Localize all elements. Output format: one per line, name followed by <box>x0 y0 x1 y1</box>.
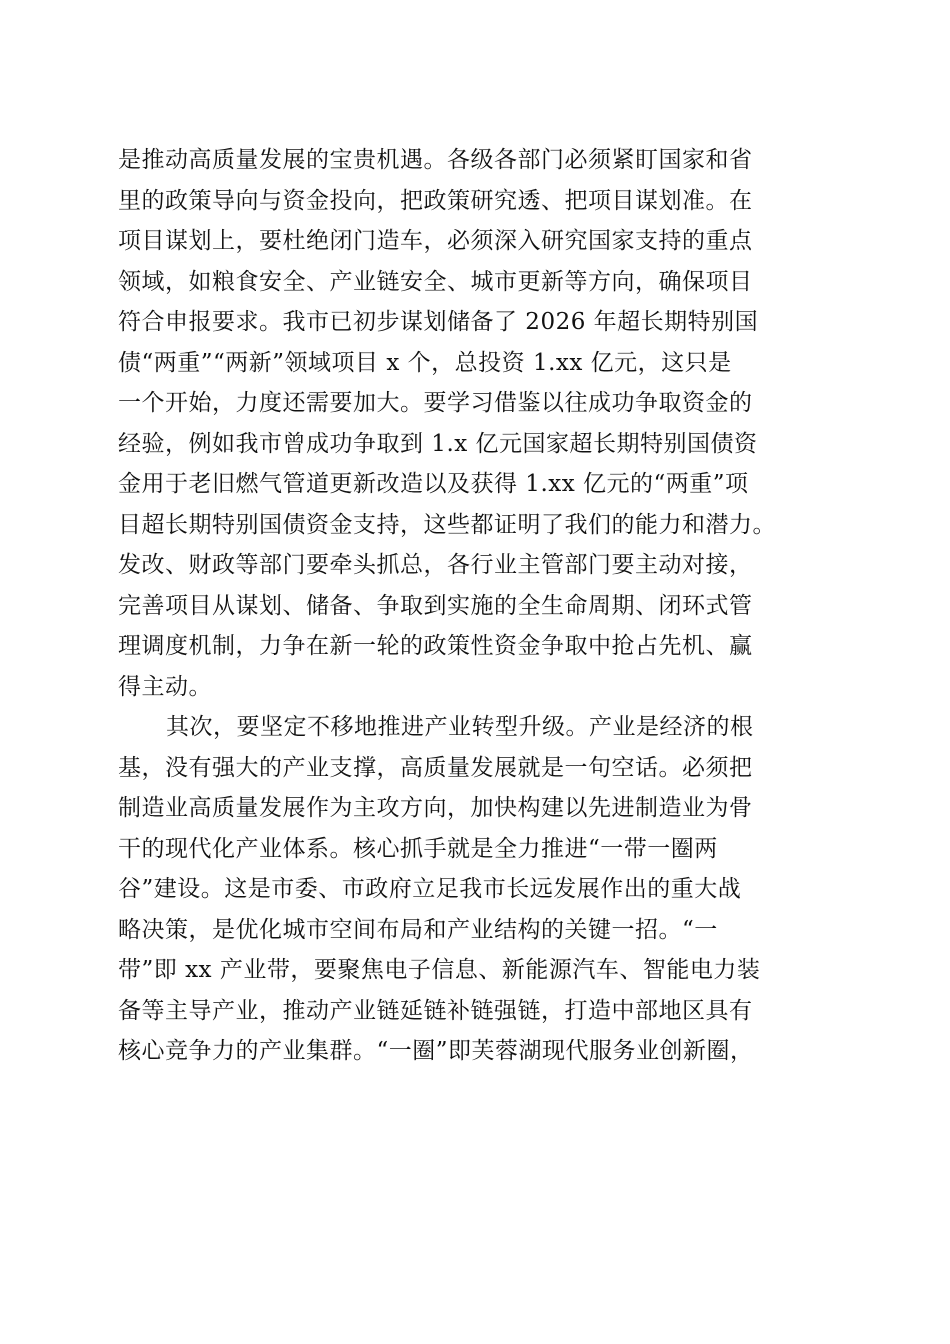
text-line: 制造业高质量发展作为主攻方向，加快构建以先进制造业为骨 <box>118 795 753 821</box>
text-line: 理调度机制，力争在新一轮的政策性资金争取中抢占先机、赢 <box>118 633 753 659</box>
text-line: 金用于老旧燃气管道更新改造以及获得 1.xx 亿元的“两重”项 <box>118 471 749 497</box>
text-line: 备等主导产业，推动产业链延链补链强链，打造中部地区具有 <box>118 997 753 1024</box>
text-line: 带”即 xx 产业带，要聚焦电子信息、新能源汽车、智能电力装 <box>118 957 761 983</box>
text-line: 基，没有强大的产业支撑，高质量发展就是一句空话。必须把 <box>118 754 753 781</box>
text-line: 一个开始，力度还需要加大。要学习借鉴以往成功争取资金的 <box>118 390 753 416</box>
text-line: 符合申报要求。我市已初步谋划储备了 2026 年超长期特别国 <box>118 309 759 335</box>
text-line: 里的政策导向与资金投向，把政策研究透、把项目谋划准。在 <box>118 187 753 214</box>
text-line: 完善项目从谋划、储备、争取到实施的全生命周期、闭环式管 <box>118 592 753 619</box>
text-line: 项目谋划上，要杜绝闭门造车，必须深入研究国家支持的重点 <box>118 228 753 254</box>
text-line: 其次，要坚定不移地推进产业转型升级。产业是经济的根 <box>166 714 754 740</box>
paragraph-1 <box>118 140 838 707</box>
text-line: 领域，如粮食安全、产业链安全、城市更新等方向，确保项目 <box>118 268 753 295</box>
text-line: 得主动。 <box>118 673 212 700</box>
text-line: 发改、财政等部门要牵头抓总，各行业主管部门要主动对接， <box>118 552 753 578</box>
text-line: 核心竞争力的产业集群。“一圈”即芙蓉湖现代服务业创新圈， <box>118 1038 754 1064</box>
text-line: 略决策，是优化城市空间布局和产业结构的关键一招。“一 <box>118 916 718 943</box>
text-line: 债“两重”“两新”领域项目 x 个，总投资 1.xx 亿元，这只是 <box>118 349 732 376</box>
document-body <box>118 140 838 1072</box>
text-line: 干的现代化产业体系。核心抓手就是全力推进“一带一圈两 <box>118 835 718 862</box>
paragraph-2 <box>118 707 838 1072</box>
text-line: 目超长期特别国债资金支持，这些都证明了我们的能力和潜力。 <box>118 511 776 538</box>
text-line: 是推动高质量发展的宝贵机遇。各级各部门必须紧盯国家和省 <box>118 147 753 173</box>
text-line: 谷”建设。这是市委、市政府立足我市长远发展作出的重大战 <box>118 876 742 902</box>
text-line: 经验，例如我市曾成功争取到 1.x 亿元国家超长期特别国债资 <box>118 430 758 457</box>
